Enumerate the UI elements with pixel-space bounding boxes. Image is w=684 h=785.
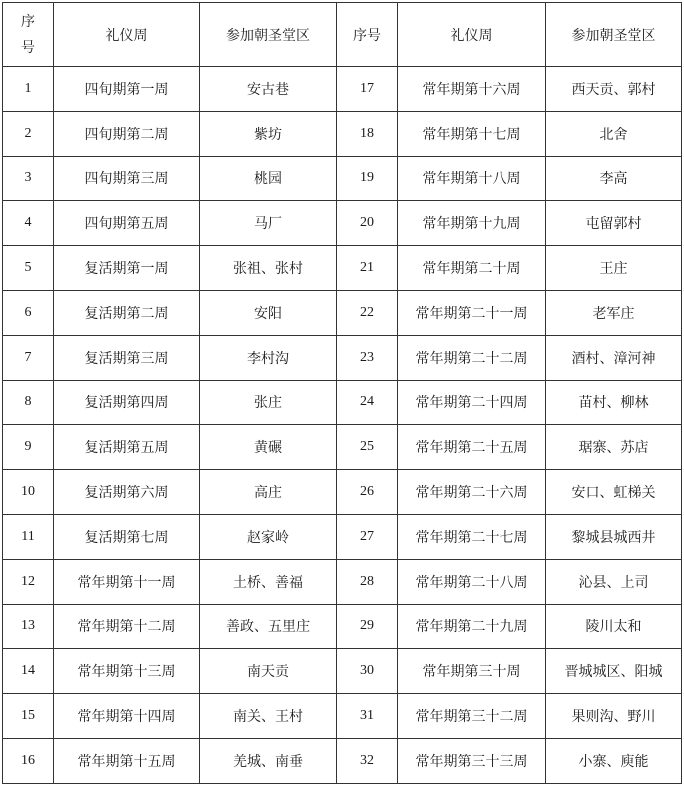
week-cell: 常年期第十九周 (398, 201, 546, 246)
header-week-right: 礼仪周 (398, 3, 546, 67)
week-cell: 常年期第二十一周 (398, 290, 546, 335)
week-cell: 常年期第十八周 (398, 156, 546, 201)
parish-cell: 桃园 (200, 156, 337, 201)
table-row (3, 156, 682, 201)
seq-cell: 20 (337, 201, 398, 246)
week-cell: 常年期第十一周 (54, 559, 200, 604)
parish-cell: 苗村、柳林 (546, 380, 682, 425)
week-cell: 复活期第三周 (54, 335, 200, 380)
seq-cell: 18 (337, 111, 398, 156)
parish-cell: 李高 (546, 156, 682, 201)
seq-cell: 13 (3, 604, 54, 649)
table-row (3, 67, 682, 112)
seq-cell: 23 (337, 335, 398, 380)
week-cell: 常年期第十四周 (54, 694, 200, 739)
header-seq-left (3, 3, 54, 67)
week-cell: 四旬期第一周 (54, 67, 200, 112)
parish-cell: 紫坊 (200, 111, 337, 156)
table-row (3, 201, 682, 246)
pilgrimage-schedule-table (2, 2, 682, 784)
week-cell: 常年期第十二周 (54, 604, 200, 649)
parish-cell: 高庄 (200, 470, 337, 515)
seq-cell: 28 (337, 559, 398, 604)
table-row (3, 335, 682, 380)
parish-cell: 赵家岭 (200, 514, 337, 559)
parish-cell: 西天贡、郭村 (546, 67, 682, 112)
seq-cell: 3 (3, 156, 54, 201)
seq-cell: 26 (337, 470, 398, 515)
header-row (3, 3, 682, 67)
parish-cell: 老军庄 (546, 290, 682, 335)
parish-cell: 晋城城区、阳城 (546, 649, 682, 694)
parish-cell: 土桥、善福 (200, 559, 337, 604)
parish-cell: 马厂 (200, 201, 337, 246)
parish-cell: 黄碾 (200, 425, 337, 470)
header-parish-right: 参加朝圣堂区 (546, 3, 682, 67)
seq-cell: 22 (337, 290, 398, 335)
week-cell: 复活期第六周 (54, 470, 200, 515)
parish-cell: 酒村、漳河神 (546, 335, 682, 380)
seq-cell: 2 (3, 111, 54, 156)
header-parish-left: 参加朝圣堂区 (200, 3, 337, 67)
table-row (3, 380, 682, 425)
parish-cell: 张庄 (200, 380, 337, 425)
parish-cell: 南天贡 (200, 649, 337, 694)
seq-cell: 17 (337, 67, 398, 112)
parish-cell: 张祖、张村 (200, 246, 337, 291)
seq-cell: 11 (3, 514, 54, 559)
table-row (3, 559, 682, 604)
seq-cell: 4 (3, 201, 54, 246)
week-cell: 四旬期第二周 (54, 111, 200, 156)
seq-cell: 24 (337, 380, 398, 425)
seq-cell: 27 (337, 514, 398, 559)
week-cell: 常年期第二十七周 (398, 514, 546, 559)
parish-cell: 琚寨、苏店 (546, 425, 682, 470)
seq-cell: 16 (3, 738, 54, 783)
seq-cell: 19 (337, 156, 398, 201)
seq-cell: 15 (3, 694, 54, 739)
seq-cell: 9 (3, 425, 54, 470)
parish-cell: 南关、王村 (200, 694, 337, 739)
seq-cell: 29 (337, 604, 398, 649)
seq-cell: 30 (337, 649, 398, 694)
week-cell: 常年期第十七周 (398, 111, 546, 156)
parish-cell: 安阳 (200, 290, 337, 335)
parish-cell: 果则沟、野川 (546, 694, 682, 739)
week-cell: 常年期第二十五周 (398, 425, 546, 470)
week-cell: 复活期第五周 (54, 425, 200, 470)
seq-cell: 31 (337, 694, 398, 739)
parish-cell: 安口、虹梯关 (546, 470, 682, 515)
week-cell: 复活期第四周 (54, 380, 200, 425)
parish-cell: 李村沟 (200, 335, 337, 380)
header-seq-char-2: 号 (21, 39, 35, 56)
week-cell: 常年期第三十三周 (398, 738, 546, 783)
week-cell: 常年期第二十九周 (398, 604, 546, 649)
seq-cell: 12 (3, 559, 54, 604)
table-row (3, 649, 682, 694)
parish-cell: 黎城县城西井 (546, 514, 682, 559)
week-cell: 复活期第一周 (54, 246, 200, 291)
week-cell: 常年期第十三周 (54, 649, 200, 694)
parish-cell: 羌城、南垂 (200, 738, 337, 783)
header-seq-char-1: 序 (21, 13, 35, 30)
parish-cell: 陵川太和 (546, 604, 682, 649)
week-cell: 复活期第七周 (54, 514, 200, 559)
table-row (3, 694, 682, 739)
week-cell: 常年期第十六周 (398, 67, 546, 112)
week-cell: 常年期第二十周 (398, 246, 546, 291)
seq-cell: 21 (337, 246, 398, 291)
week-cell: 常年期第二十四周 (398, 380, 546, 425)
table-row (3, 514, 682, 559)
seq-cell: 32 (337, 738, 398, 783)
week-cell: 常年期第三十周 (398, 649, 546, 694)
seq-cell: 1 (3, 67, 54, 112)
table-row (3, 470, 682, 515)
seq-cell: 10 (3, 470, 54, 515)
table-row (3, 290, 682, 335)
seq-cell: 5 (3, 246, 54, 291)
seq-cell: 7 (3, 335, 54, 380)
parish-cell: 小寨、庾能 (546, 738, 682, 783)
parish-cell: 北舍 (546, 111, 682, 156)
week-cell: 常年期第二十二周 (398, 335, 546, 380)
header-week-left: 礼仪周 (54, 3, 200, 67)
table-row (3, 246, 682, 291)
table-row (3, 604, 682, 649)
week-cell: 常年期第十五周 (54, 738, 200, 783)
week-cell: 常年期第二十六周 (398, 470, 546, 515)
week-cell: 四旬期第三周 (54, 156, 200, 201)
week-cell: 复活期第二周 (54, 290, 200, 335)
table-row (3, 111, 682, 156)
parish-cell: 王庄 (546, 246, 682, 291)
week-cell: 常年期第二十八周 (398, 559, 546, 604)
seq-cell: 6 (3, 290, 54, 335)
week-cell: 四旬期第五周 (54, 201, 200, 246)
parish-cell: 屯留郭村 (546, 201, 682, 246)
parish-cell: 沁县、上司 (546, 559, 682, 604)
seq-cell: 8 (3, 380, 54, 425)
seq-cell: 25 (337, 425, 398, 470)
parish-cell: 善政、五里庄 (200, 604, 337, 649)
table-row (3, 425, 682, 470)
table-row (3, 738, 682, 783)
seq-cell: 14 (3, 649, 54, 694)
header-seq-right: 序号 (337, 3, 398, 67)
parish-cell: 安古巷 (200, 67, 337, 112)
week-cell: 常年期第三十二周 (398, 694, 546, 739)
